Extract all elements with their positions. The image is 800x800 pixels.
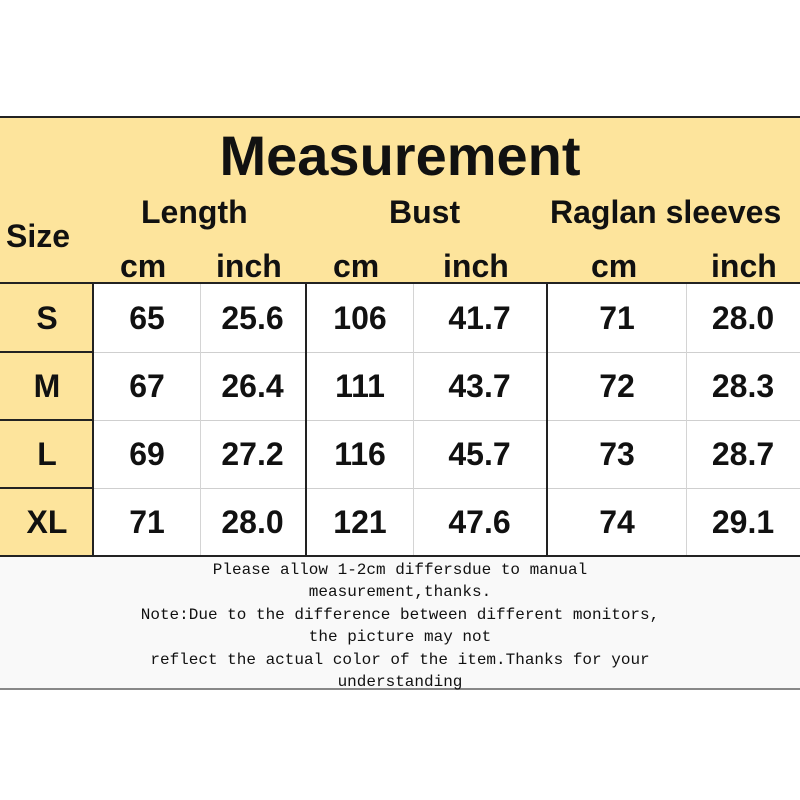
sleeve-cm-cell: 74 xyxy=(599,504,635,540)
sleeve-inch-cell: 28.3 xyxy=(711,368,775,404)
sleeve-cm-cell: 73 xyxy=(599,436,635,472)
group-header-raglan-sleeves: Raglan sleeves xyxy=(550,194,782,230)
length-inch-cell: 27.2 xyxy=(221,436,284,472)
unit-header: cm xyxy=(333,248,380,284)
size-column-header: Size xyxy=(6,218,71,254)
bust-cm-cell: 106 xyxy=(333,300,387,336)
unit-header: inch xyxy=(443,248,509,284)
group-header-bust: Bust xyxy=(389,194,461,230)
sleeve-inch-cell: 29.1 xyxy=(711,504,775,540)
length-inch-cell: 25.6 xyxy=(221,300,284,336)
length-inch-cell: 26.4 xyxy=(221,368,284,404)
table-header xyxy=(0,116,800,284)
size-cell: L xyxy=(37,436,57,472)
size-cell: XL xyxy=(26,504,68,540)
bust-cm-cell: 116 xyxy=(334,436,386,472)
length-cm-cell: 71 xyxy=(129,504,165,540)
size-cell: M xyxy=(33,368,61,404)
note-line: Please allow 1-2cm differsdue to manual xyxy=(212,561,588,579)
bust-inch-cell: 45.7 xyxy=(448,436,511,472)
note-line: reflect the actual color of the item.Thanks for your xyxy=(150,650,650,669)
size-cell: S xyxy=(36,300,58,336)
note-line: Note:Due to the difference between different monitors, xyxy=(140,605,660,624)
sleeve-cm-cell: 72 xyxy=(599,368,635,404)
bust-inch-cell: 43.7 xyxy=(448,368,511,404)
unit-header: inch xyxy=(711,248,777,284)
note-line: measurement,thanks. xyxy=(308,583,492,602)
bust-cm-cell: 111 xyxy=(335,368,385,404)
unit-header: inch xyxy=(216,248,282,284)
unit-header: cm xyxy=(591,248,638,284)
sleeve-cm-cell: 71 xyxy=(599,300,635,336)
sleeve-inch-cell: 28.0 xyxy=(711,300,775,336)
bust-inch-cell: 41.7 xyxy=(448,300,511,336)
unit-header: cm xyxy=(120,248,167,284)
length-cm-cell: 69 xyxy=(129,436,165,472)
table-title: Measurement xyxy=(219,124,581,187)
group-header-length: Length xyxy=(141,194,248,230)
length-inch-cell: 28.0 xyxy=(221,504,284,540)
sleeve-inch-cell: 28.7 xyxy=(711,436,775,472)
length-cm-cell: 65 xyxy=(129,300,165,336)
bust-cm-cell: 121 xyxy=(333,504,387,540)
bust-inch-cell: 47.6 xyxy=(448,504,511,540)
note-line: the picture may not xyxy=(308,628,492,647)
size-chart xyxy=(0,116,800,690)
length-cm-cell: 67 xyxy=(129,368,165,404)
measurement-note xyxy=(0,557,800,690)
note-line: understanding xyxy=(337,673,463,692)
note-text xyxy=(90,559,710,693)
